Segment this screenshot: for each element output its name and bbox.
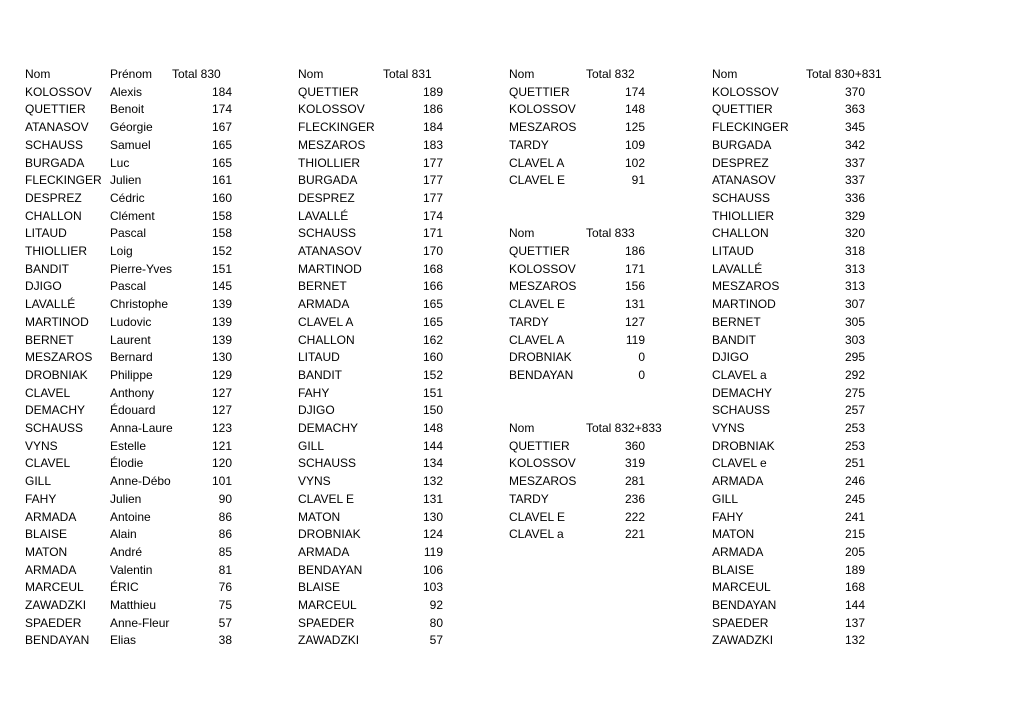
name-cell: SCHAUSS (298, 226, 357, 241)
name-cell: FLECKINGER (298, 120, 375, 135)
name-cell: TARDY (509, 491, 549, 506)
name-cell: MATON (712, 527, 755, 542)
total-cell: 86 (218, 527, 232, 542)
name-cell: BLAISE (298, 580, 341, 595)
firstname-cell: Pierre-Yves (110, 261, 173, 276)
firstname-cell: Valentin (110, 562, 153, 577)
total-cell: 90 (218, 491, 232, 506)
total-cell: 253 (844, 421, 865, 435)
total-cell: 139 (211, 332, 232, 347)
name-cell: FAHY (712, 509, 744, 524)
total-cell: 295 (844, 350, 865, 365)
total-cell: 184 (422, 120, 443, 135)
firstname-cell: Christophe (110, 297, 169, 312)
total-cell: 177 (422, 173, 443, 188)
name-cell: FAHY (25, 491, 57, 506)
total-cell: 75 (218, 598, 232, 612)
name-cell: DJIGO (712, 350, 749, 365)
name-cell: THIOLLIER (25, 244, 88, 258)
total-cell: 189 (422, 84, 443, 99)
name-cell: KOLOSSOV (509, 456, 576, 471)
total-cell: 137 (844, 615, 865, 630)
name-cell: KOLOSSOV (298, 102, 365, 117)
name-cell: ARMADA (25, 509, 77, 524)
name-cell: QUETTIER (509, 244, 570, 258)
total-cell: 275 (844, 385, 865, 400)
total-cell: 313 (844, 261, 865, 276)
total-cell: 119 (625, 332, 645, 347)
firstname-cell: Elias (110, 633, 137, 648)
name-cell: MARTINOD (712, 297, 776, 312)
name-cell: DROBNIAK (509, 350, 572, 365)
name-cell: SPAEDER (25, 615, 82, 630)
total-cell: 130 (211, 350, 232, 365)
total-cell: 165 (211, 155, 232, 170)
total-cell: 342 (844, 137, 865, 152)
name-cell: CHALLON (712, 226, 769, 241)
column-header: Nom (712, 67, 738, 81)
name-cell: QUETTIER (298, 84, 359, 99)
name-cell: BERNET (298, 279, 347, 294)
name-cell: GILL (25, 474, 52, 489)
firstname-cell: Estelle (110, 438, 147, 453)
name-cell: CLAVEL A (298, 314, 354, 329)
total-cell: 337 (844, 155, 865, 170)
total-cell: 158 (211, 226, 232, 241)
name-cell: KOLOSSOV (509, 261, 576, 276)
total-cell: 85 (218, 544, 232, 559)
firstname-cell: Bernard (110, 350, 153, 365)
name-cell: SCHAUSS (298, 456, 357, 471)
name-cell: SPAEDER (298, 615, 355, 630)
name-cell: DESPREZ (25, 190, 82, 205)
total-cell: 127 (211, 385, 232, 400)
total-cell: 336 (844, 190, 865, 205)
total-cell: 127 (624, 314, 645, 329)
total-cell: 144 (422, 438, 443, 453)
firstname-cell: ÉRIC (110, 580, 139, 595)
name-cell: MESZAROS (509, 279, 577, 294)
total-cell: 139 (211, 314, 232, 329)
total-cell: 292 (844, 367, 865, 382)
name-cell: CLAVEL A (509, 155, 565, 170)
total-cell: 184 (211, 84, 232, 99)
total-cell: 81 (218, 562, 232, 577)
name-cell: LITAUD (712, 244, 754, 258)
total-cell: 168 (844, 580, 865, 595)
total-cell: 165 (422, 314, 443, 329)
firstname-cell: Pascal (110, 226, 147, 241)
name-cell: TARDY (509, 314, 549, 329)
name-cell: KOLOSSOV (509, 102, 576, 117)
firstname-cell: Élodie (110, 456, 144, 471)
name-cell: FLECKINGER (712, 120, 789, 135)
total-cell: 80 (429, 615, 443, 630)
total-cell: 246 (844, 474, 865, 489)
firstname-cell: Matthieu (110, 598, 157, 612)
firstname-cell: Alexis (110, 84, 143, 99)
name-cell: CLAVEL (25, 456, 71, 471)
name-cell: DROBNIAK (712, 438, 775, 453)
firstname-cell: Édouard (110, 403, 156, 418)
name-cell: BURGADA (298, 173, 358, 188)
column-header: Total 830+831 (806, 67, 882, 81)
firstname-cell: Alain (110, 527, 137, 542)
column-header: Prénom (110, 67, 153, 81)
total-cell: 174 (211, 102, 232, 117)
firstname-cell: Anne-Fleur (110, 615, 170, 630)
total-cell: 144 (844, 598, 865, 612)
firstname-cell: Cédric (110, 190, 145, 205)
name-cell: GILL (298, 438, 325, 453)
total-cell: 236 (624, 491, 645, 506)
total-cell: 363 (844, 102, 865, 117)
name-cell: MESZAROS (509, 120, 577, 135)
name-cell: ZAWADZKI (298, 633, 360, 648)
name-cell: MATON (298, 509, 341, 524)
name-cell: DJIGO (298, 403, 335, 418)
total-cell: 0 (638, 367, 645, 382)
column-header: Total 830 (172, 67, 221, 81)
total-cell: 125 (624, 120, 645, 135)
total-cell: 101 (211, 474, 232, 489)
name-cell: ARMADA (712, 544, 764, 559)
name-cell: BURGADA (25, 155, 85, 170)
total-cell: 165 (211, 137, 232, 152)
total-cell: 174 (624, 84, 645, 99)
name-cell: SPAEDER (712, 615, 769, 630)
name-cell: MESZAROS (712, 279, 780, 294)
total-cell: 145 (211, 279, 232, 294)
name-cell: TARDY (509, 137, 549, 152)
total-cell: 186 (624, 244, 645, 258)
firstname-cell: Laurent (110, 332, 151, 347)
total-cell: 245 (844, 491, 865, 506)
total-cell: 152 (211, 244, 232, 258)
name-cell: ARMADA (298, 544, 350, 559)
name-cell: CLAVEL E (509, 173, 566, 188)
total-cell: 257 (844, 403, 865, 418)
name-cell: KOLOSSOV (25, 84, 92, 99)
firstname-cell: Benoit (110, 102, 145, 117)
name-cell: SCHAUSS (25, 421, 84, 435)
name-cell: ATANASOV (298, 244, 362, 258)
name-cell: CLAVEL A (509, 332, 565, 347)
total-cell: 130 (422, 509, 443, 524)
name-cell: LAVALLÉ (298, 208, 349, 223)
firstname-cell: Samuel (110, 137, 151, 152)
total-cell: 120 (211, 456, 232, 471)
name-cell: CLAVEL E (509, 297, 566, 312)
total-cell: 215 (844, 527, 865, 542)
firstname-cell: Clément (110, 208, 155, 223)
total-cell: 103 (422, 580, 443, 595)
total-cell: 92 (429, 598, 443, 612)
total-cell: 121 (211, 438, 232, 453)
name-cell: BANDIT (298, 367, 343, 382)
total-cell: 86 (218, 509, 232, 524)
name-cell: SCHAUSS (712, 403, 771, 418)
total-cell: 303 (844, 332, 865, 347)
total-cell: 170 (422, 244, 443, 258)
total-cell: 76 (218, 580, 232, 595)
name-cell: DEMACHY (298, 421, 359, 435)
firstname-cell: Géorgie (110, 120, 153, 135)
total-cell: 313 (844, 279, 865, 294)
name-cell: MARCEUL (712, 580, 771, 595)
total-cell: 131 (624, 297, 645, 312)
name-cell: QUETTIER (25, 102, 86, 117)
total-cell: 152 (422, 367, 443, 382)
name-cell: DJIGO (25, 279, 62, 294)
name-cell: MARCEUL (25, 580, 84, 595)
name-cell: LAVALLÉ (25, 297, 76, 312)
column-header: Nom (25, 67, 51, 81)
name-cell: QUETTIER (509, 438, 570, 453)
total-cell: 319 (624, 456, 645, 471)
name-cell: FLECKINGER (25, 173, 102, 188)
total-cell: 57 (429, 633, 443, 648)
total-cell: 102 (624, 155, 645, 170)
name-cell: VYNS (298, 474, 331, 489)
total-cell: 318 (844, 244, 865, 258)
column-header: Total 832 (586, 67, 635, 81)
name-cell: ATANASOV (712, 173, 776, 188)
total-cell: 139 (211, 297, 232, 312)
total-cell: 165 (422, 297, 443, 312)
total-cell: 132 (422, 474, 443, 489)
total-cell: 156 (624, 279, 645, 294)
total-cell: 370 (844, 84, 865, 99)
name-cell: FAHY (298, 385, 330, 400)
total-cell: 205 (844, 544, 865, 559)
total-cell: 160 (422, 350, 443, 365)
total-cell: 129 (211, 367, 232, 382)
total-cell: 106 (422, 562, 443, 577)
name-cell: DEMACHY (712, 385, 773, 400)
column-header: Nom (509, 226, 535, 241)
name-cell: KOLOSSOV (712, 84, 779, 99)
name-cell: LITAUD (298, 350, 340, 365)
total-cell: 241 (844, 509, 865, 524)
total-cell: 161 (211, 173, 232, 188)
firstname-cell: Luc (110, 155, 130, 170)
total-cell: 158 (211, 208, 232, 223)
name-cell: QUETTIER (509, 84, 570, 99)
name-cell: MARTINOD (298, 261, 362, 276)
name-cell: SCHAUSS (712, 190, 771, 205)
firstname-cell: André (110, 544, 143, 559)
name-cell: DROBNIAK (25, 367, 88, 382)
firstname-cell: Anna-Laure (110, 421, 173, 435)
firstname-cell: Loig (110, 244, 133, 258)
name-cell: BENDAYAN (298, 562, 363, 577)
total-cell: 150 (422, 403, 443, 418)
total-cell: 221 (624, 527, 645, 542)
total-cell: 360 (624, 438, 645, 453)
name-cell: CLAVEL a (712, 367, 767, 382)
name-cell: DESPREZ (712, 155, 769, 170)
total-cell: 38 (218, 633, 232, 648)
total-cell: 109 (624, 137, 645, 152)
firstname-cell: Philippe (110, 367, 153, 382)
total-cell: 305 (844, 314, 865, 329)
firstname-cell: Pascal (110, 279, 147, 294)
name-cell: GILL (712, 491, 739, 506)
name-cell: LAVALLÉ (712, 261, 763, 276)
name-cell: BLAISE (25, 527, 68, 542)
total-cell: 57 (218, 615, 232, 630)
name-cell: LITAUD (25, 226, 67, 241)
total-cell: 119 (423, 544, 443, 559)
total-cell: 171 (422, 226, 443, 241)
name-cell: BENDAYAN (712, 598, 777, 612)
total-cell: 162 (422, 332, 443, 347)
name-cell: BURGADA (712, 137, 772, 152)
total-cell: 168 (422, 261, 443, 276)
total-cell: 177 (422, 190, 443, 205)
firstname-cell: Julien (110, 491, 142, 506)
name-cell: MESZAROS (25, 350, 93, 365)
name-cell: QUETTIER (712, 102, 773, 117)
name-cell: MARCEUL (298, 598, 357, 612)
name-cell: ATANASOV (25, 120, 89, 135)
total-cell: 177 (422, 155, 443, 170)
firstname-cell: Anne-Débo (110, 474, 171, 489)
name-cell: DROBNIAK (298, 527, 361, 542)
name-cell: THIOLLIER (712, 208, 775, 223)
name-cell: SCHAUSS (25, 137, 84, 152)
name-cell: VYNS (712, 421, 745, 435)
name-cell: BENDAYAN (509, 367, 574, 382)
total-cell: 307 (844, 297, 865, 312)
name-cell: CLAVEL E (298, 491, 355, 506)
name-cell: BENDAYAN (25, 633, 90, 648)
name-cell: CLAVEL (25, 385, 71, 400)
total-cell: 160 (211, 190, 232, 205)
total-cell: 320 (844, 226, 865, 241)
total-cell: 148 (624, 102, 645, 117)
name-cell: ARMADA (298, 297, 350, 312)
name-cell: ARMADA (712, 474, 764, 489)
total-cell: 127 (211, 403, 232, 418)
total-cell: 183 (422, 137, 443, 152)
name-cell: CHALLON (298, 332, 355, 347)
firstname-cell: Julien (110, 173, 142, 188)
name-cell: CLAVEL a (509, 527, 564, 542)
name-cell: BLAISE (712, 562, 755, 577)
total-cell: 132 (844, 633, 865, 648)
firstname-cell: Anthony (110, 385, 155, 400)
column-header: Nom (509, 421, 535, 435)
total-cell: 345 (844, 120, 865, 135)
firstname-cell: Ludovic (110, 314, 152, 329)
total-cell: 189 (844, 562, 865, 577)
name-cell: CLAVEL E (509, 509, 566, 524)
total-cell: 0 (638, 350, 645, 365)
name-cell: ZAWADZKI (712, 633, 774, 648)
total-cell: 251 (844, 456, 865, 471)
total-cell: 167 (211, 120, 232, 135)
name-cell: BANDIT (712, 332, 757, 347)
name-cell: BERNET (712, 314, 761, 329)
name-cell: DESPREZ (298, 190, 355, 205)
name-cell: THIOLLIER (298, 155, 361, 170)
name-cell: CLAVEL e (712, 456, 767, 471)
name-cell: MATON (25, 544, 68, 559)
name-cell: DEMACHY (25, 403, 86, 418)
total-cell: 329 (844, 208, 865, 223)
name-cell: MESZAROS (509, 474, 577, 489)
total-cell: 166 (422, 279, 443, 294)
total-cell: 131 (422, 491, 443, 506)
name-cell: VYNS (25, 438, 58, 453)
total-cell: 123 (211, 421, 232, 435)
total-cell: 253 (844, 438, 865, 453)
name-cell: ARMADA (25, 562, 77, 577)
total-cell: 281 (624, 474, 645, 489)
column-header: Nom (298, 67, 324, 81)
name-cell: MARTINOD (25, 314, 89, 329)
total-cell: 134 (422, 456, 443, 471)
total-cell: 171 (624, 261, 645, 276)
total-cell: 222 (624, 509, 645, 524)
total-cell: 151 (211, 261, 232, 276)
name-cell: ZAWADZKI (25, 598, 87, 612)
name-cell: BANDIT (25, 261, 70, 276)
column-header: Total 831 (383, 67, 432, 81)
name-cell: CHALLON (25, 208, 82, 223)
total-cell: 174 (422, 208, 443, 223)
total-cell: 91 (631, 173, 645, 188)
column-header: Total 832+833 (586, 421, 662, 435)
name-cell: BERNET (25, 332, 74, 347)
total-cell: 337 (844, 173, 865, 188)
total-cell: 124 (422, 527, 443, 542)
firstname-cell: Antoine (110, 509, 151, 524)
name-cell: MESZAROS (298, 137, 366, 152)
total-cell: 148 (422, 421, 443, 435)
column-header: Nom (509, 67, 535, 81)
column-header: Total 833 (586, 226, 635, 241)
total-cell: 151 (422, 385, 443, 400)
total-cell: 186 (422, 102, 443, 117)
